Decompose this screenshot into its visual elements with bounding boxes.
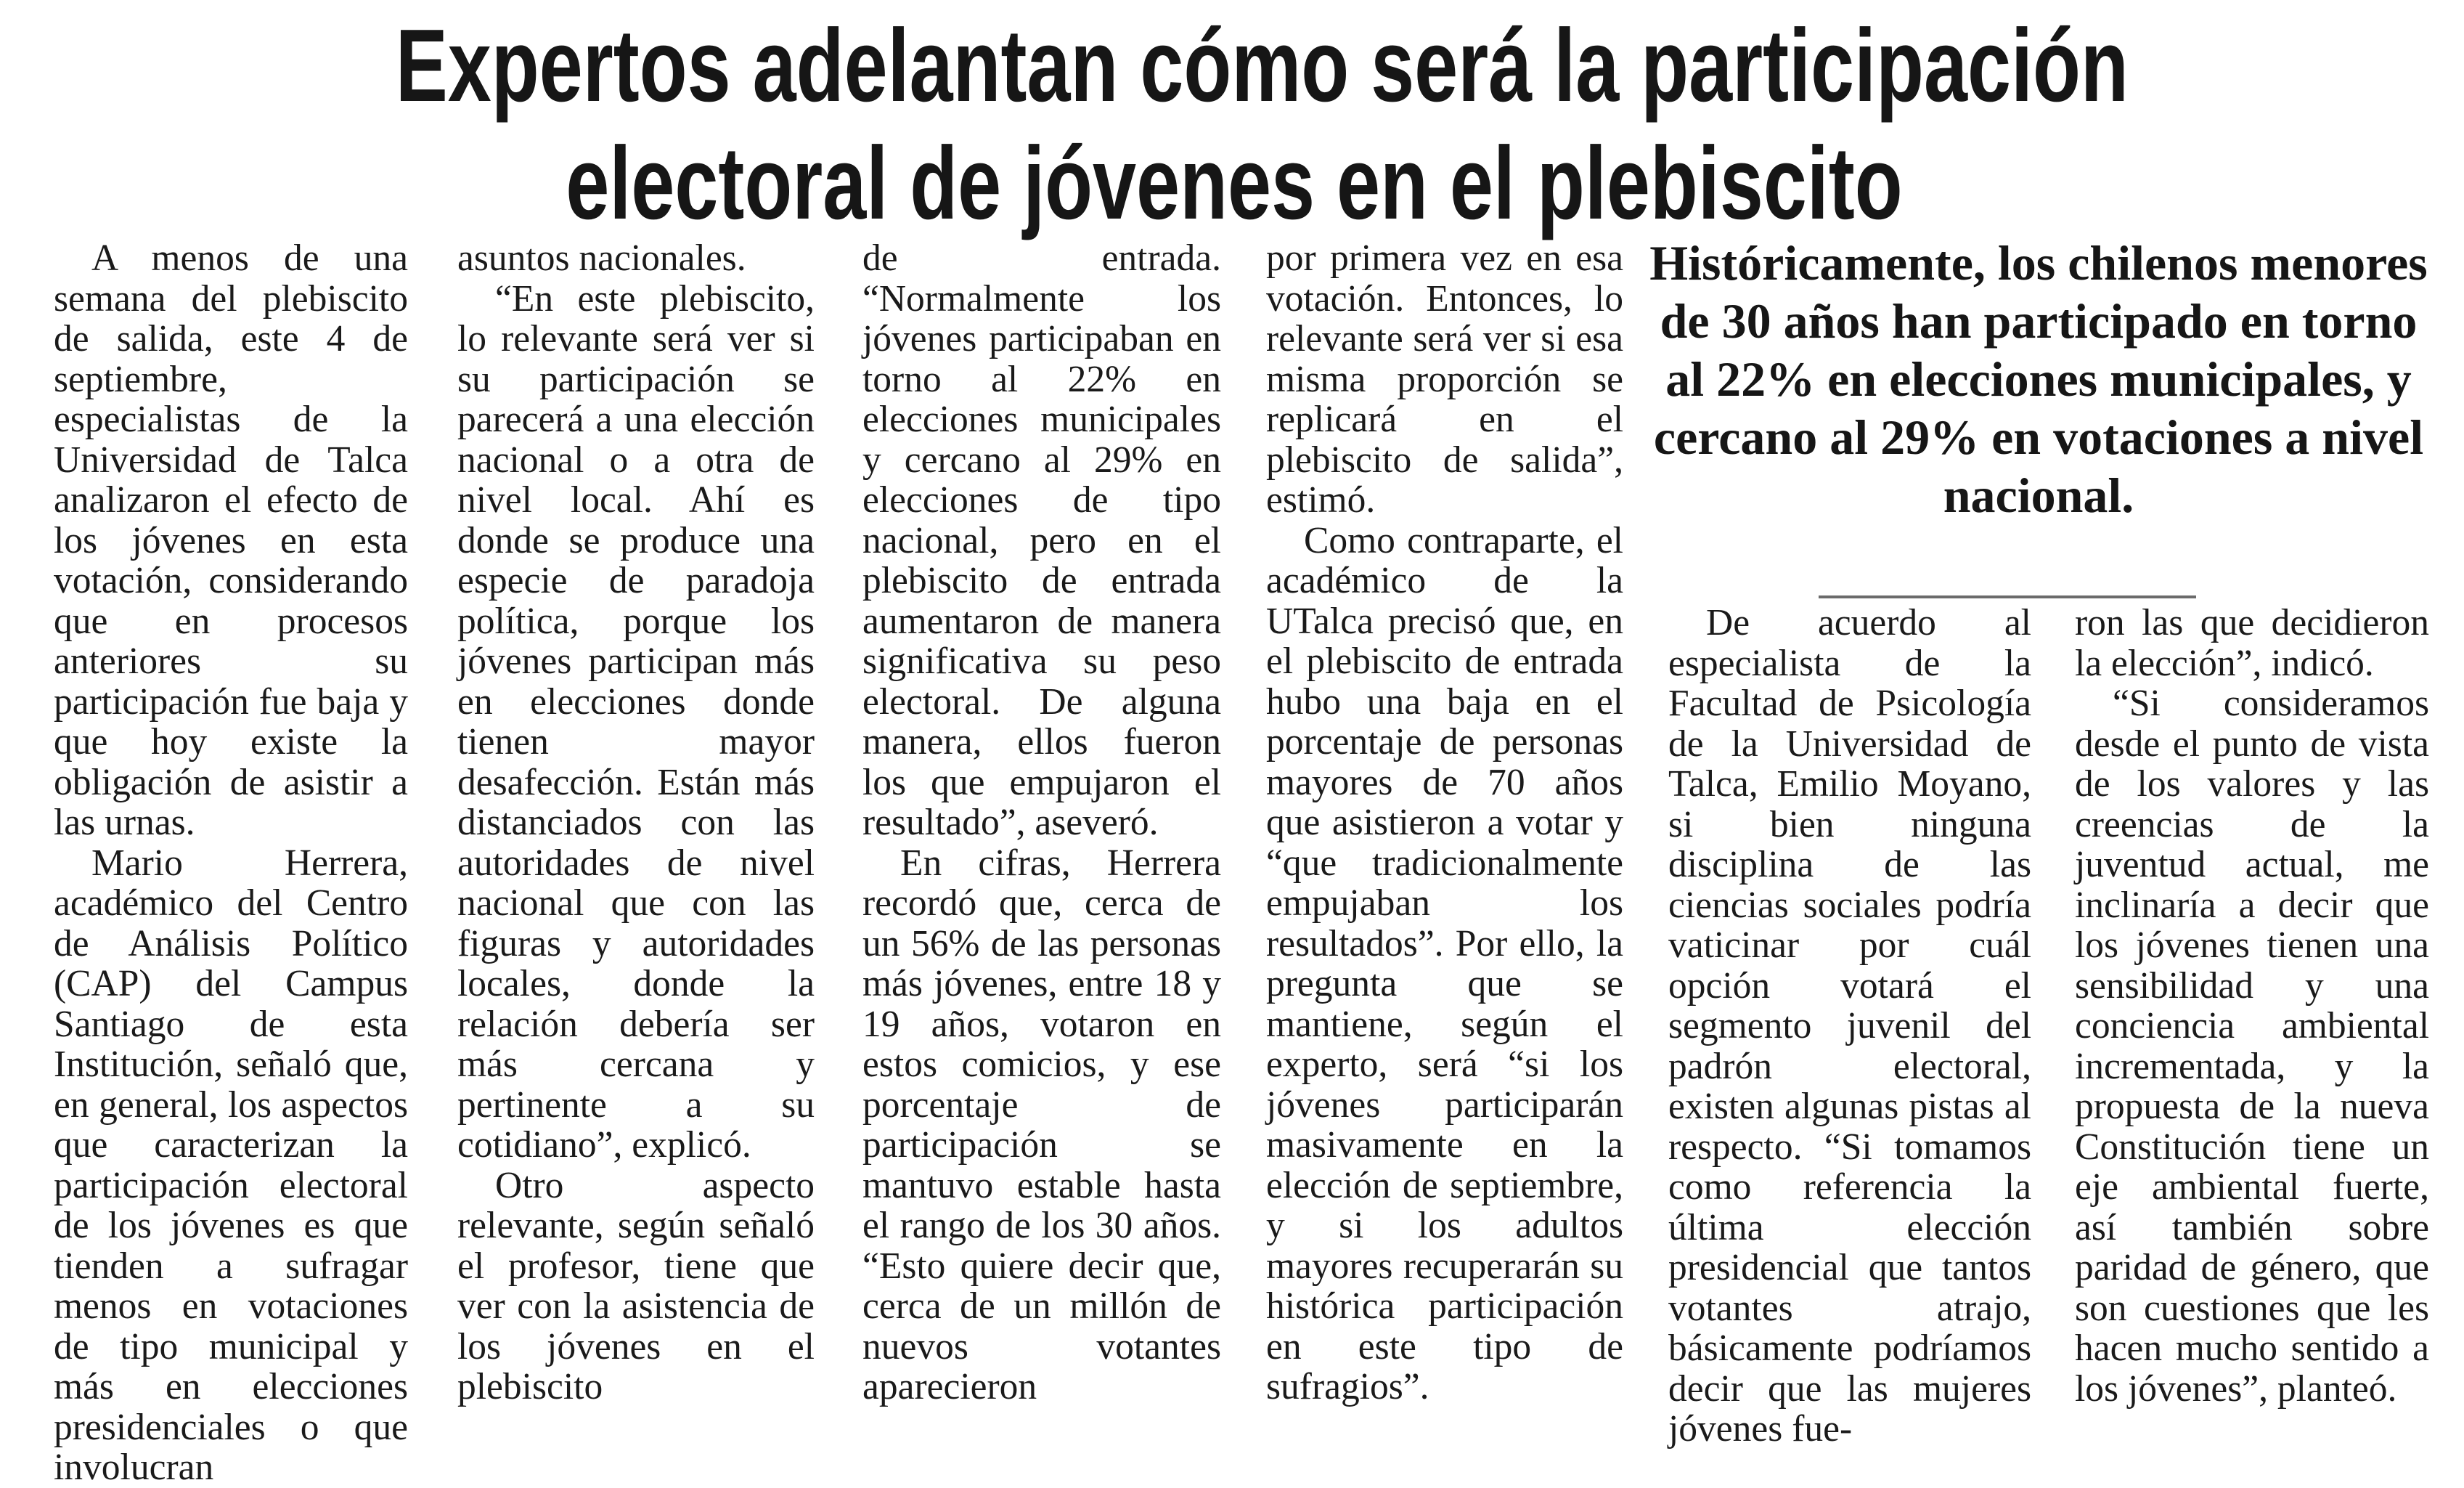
paragraph: De acuerdo al especialista de la Facultad de Psicología de la Universidad de Talca, Emilio Moyano, si bien ninguna disciplina de las ciencias sociales podría vaticinar por cuál opción votará el segmento juvenil del padrón electoral, existen algunas pistas al respecto. “Si tomamos como referencia la última elección presidencial que tantos votantes atrajo, básicamente podríamos decir que las mujeres jóvenes fue- <box>1668 602 2031 1450</box>
article-column-2 <box>457 238 815 1415</box>
article-column-5 <box>1668 602 2031 1450</box>
paragraph: ron las que decidieron la elección”, indicó. <box>2075 602 2429 684</box>
headline-line-1: Expertos adelantan cómo será la participación <box>395 8 2129 123</box>
article-column-4 <box>1266 238 1623 1415</box>
article-column-6 <box>2075 603 2429 1416</box>
headline <box>395 7 2129 243</box>
article-column-1 <box>54 237 408 1488</box>
headline-line-2: electoral de jóvenes en el plebiscito <box>566 126 1903 241</box>
paragraph: Mario Herrera, académico del Centro de Análisis Político (CAP) del Campus Santiago de esta Institución, señaló que, en general, los aspectos que caracterizan la participación electoral de los jóvenes es que tienden a sufragar menos en votaciones de tipo municipal y más en elecciones presidenciales o que involucran <box>54 842 408 1488</box>
divider <box>1819 595 2196 598</box>
paragraph: de entrada. “Normalmente los jóvenes participaban en torno al 22% en elecciones municipales y cercano al 29% en elecciones de tipo nacional, pero en el plebiscito de entrada aumentaron de manera significativa su peso electoral. De alguna manera, ellos fueron los que empujaron el resultado”, aseveró. <box>862 237 1221 843</box>
paragraph: Otro aspecto relevante, según señaló el profesor, tiene que ver con la asistencia de los jóvenes en el plebiscito <box>457 1164 815 1407</box>
article-column-3 <box>862 238 1221 1415</box>
paragraph: asuntos nacionales. <box>457 237 746 279</box>
paragraph: Como contraparte, el académico de la UTalca precisó que, en el plebiscito de entrada hubo una baja en el porcentaje de personas mayores de 70 años que asistieron a votar y “que tradicionalmente empujaban los resultados”. Por ello, la pregunta que se mantiene, según el experto, será “si los jóvenes participarán masivamente en la elección de septiembre, y si los adultos mayores recuperarán su histórica participación en este tipo de sufragios”. <box>1266 519 1623 1407</box>
paragraph: “En este plebiscito, lo relevante será ver si su participación se parecerá a una elección nacional o a otra de nivel local. Ahí es donde se produce una especie de paradoja política, porque los jóvenes participan más en elecciones donde tienen mayor desafección. Están más distanciados con las autoridades de nivel nacional que con las figuras y autoridades locales, donde la relación debería ser más cercana y pertinente a su cotidiano”, explicó. <box>457 277 815 1166</box>
paragraph: por primera vez en esa votación. Entonces, lo relevante será ver si esa misma proporción se replicará en el plebiscito de salida”, estimó. <box>1266 237 1623 521</box>
paragraph: En cifras, Herrera recordó que, cerca de un 56% de las personas más jóvenes, entre 18 y 19 años, votaron en estos comicios, y ese porcentaje de participación se mantuvo estable hasta el rango de los 30 años. “Esto quiere decir que, cerca de un millón de nuevos votantes aparecieron <box>862 842 1221 1407</box>
pull-quote: Históricamente, los chilenos menores de 30 años han participado en torno al 22% en elecciones municipales, y cercano al 29% en votaciones a nivel nacional. <box>1649 235 2428 523</box>
paragraph: A menos de una semana del plebiscito de salida, este 4 de septiembre, especialistas de la Universidad de Talca analizaron el efecto de los jóvenes en esta votación, considerando que en procesos anteriores su participación fue baja y que hoy existe la obligación de asistir a las urnas. <box>54 237 408 843</box>
paragraph: “Si consideramos desde el punto de vista de los valores y las creencias de la juventud actual, me inclinaría a decir que los jóvenes tienen una sensibilidad y una conciencia ambiental incrementada, y la propuesta de la nueva Constitución tiene un eje ambiental fuerte, así también sobre paridad de género, que son cuestiones que les hacen mucho sentido a los jóvenes”, planteó. <box>2075 683 2429 1410</box>
